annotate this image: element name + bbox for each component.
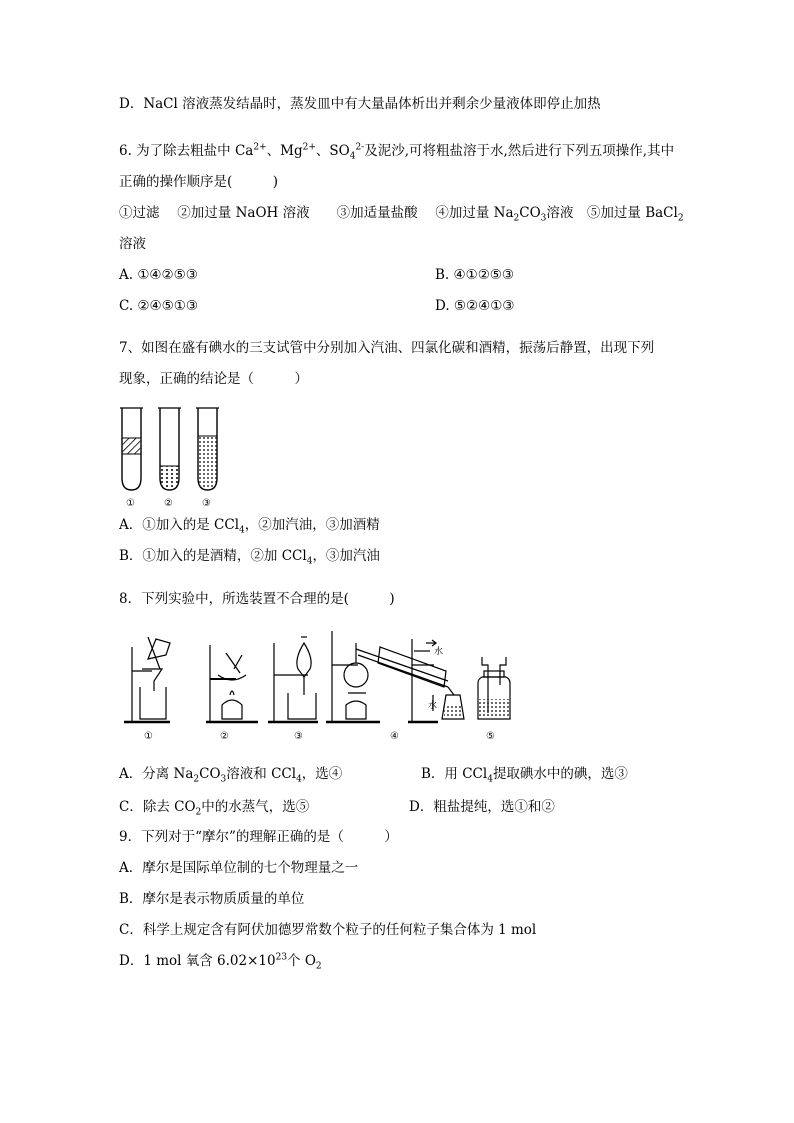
co3-subscript: 3 <box>220 774 227 785</box>
q6-option-a: A. ①④②⑤③ <box>119 267 198 283</box>
q8-option-a <box>119 764 342 784</box>
q7-option-b <box>119 546 380 566</box>
q7-option-b-text-b: ，③加汽油 <box>312 548 380 564</box>
apparatus-3-separatory-funnel <box>268 637 318 722</box>
apparatus-figure <box>118 625 528 750</box>
q9-stem: 9．下列对于“摩尔”的理解正确的是（ ） <box>119 829 398 845</box>
q6-operations <box>119 203 684 223</box>
q6-operations-line2: 溶液 <box>119 236 146 252</box>
q6-option-d: D. ⑤②④①③ <box>435 298 515 314</box>
test-tube-1 <box>120 408 143 490</box>
test-tube-3 <box>196 408 219 490</box>
ca-charge: 2+ <box>253 142 267 153</box>
q8-option-b-text-b: 提取碘水中的碘，选③ <box>492 766 628 782</box>
q6-stem <box>119 141 674 161</box>
q9-option-d <box>119 951 322 971</box>
q6-ops-text-b: CO <box>519 205 541 221</box>
apparatus-label-1: ① <box>144 731 153 742</box>
ccl4-subscript: 4 <box>296 774 302 785</box>
q9-option-d-text: D．1 mol 氧含 6.02×10 <box>119 953 276 969</box>
test-tubes-figure <box>110 400 230 512</box>
q8-option-b <box>421 764 628 784</box>
q8-option-b-text: B．用 CCl <box>421 766 488 782</box>
q8-stem: 8．下列实验中，所选装置不合理的是( ) <box>119 591 395 607</box>
receiving-flask-liquid <box>444 705 462 718</box>
q8-option-a-text-b: CO <box>199 766 221 782</box>
exponent: 23 <box>275 952 288 963</box>
q6-ops-text-c: 溶液 ⑤加过量 BaCl <box>546 205 678 221</box>
ccl4-subscript: 4 <box>306 556 313 567</box>
q8-option-a-text: A．分离 Na <box>119 766 194 782</box>
mg-charge: 2+ <box>302 142 316 153</box>
apparatus-label-5: ⑤ <box>486 731 495 742</box>
q7-option-a-text-b: ，②加汽油，③加酒精 <box>244 517 380 533</box>
q6-stem-text-d: 及泥沙,可将粗盐溶于水,然后进行下列五项操作,其中 <box>364 143 675 159</box>
q9-option-c: C．科学上规定含有阿伏加德罗常数个粒子的任何粒子集合体为 1 mol <box>119 922 537 938</box>
q6-ops-text: ①过滤 ②加过量 NaOH 溶液 ③加适量盐酸 ④加过量 Na <box>119 205 514 221</box>
q8-option-c-text-b: 中的水蒸气，选⑤ <box>201 799 310 815</box>
apparatus-1-filtration <box>124 637 170 722</box>
apparatus-4-distillation <box>326 631 464 722</box>
apparatus-label-2: ② <box>220 731 229 742</box>
na2-subscript: 2 <box>193 774 200 785</box>
q8-option-c <box>119 797 309 817</box>
q9-option-d-text-b: 个 O <box>287 953 316 969</box>
apparatus-2-evaporation <box>206 645 258 722</box>
water-out-label: 水 <box>434 647 444 657</box>
q7-stem: 7、如图在盛有碘水的三支试管中分别加入汽油、四氯化碳和酒精，振荡后静置，出现下列 <box>119 340 655 356</box>
q7-option-a <box>119 515 380 535</box>
tube-label-3: ③ <box>202 498 211 509</box>
tube-label-1: ① <box>126 498 135 509</box>
na-subscript: 2 <box>513 213 520 224</box>
q6-stem-text-b: 、Mg <box>266 143 303 159</box>
water-in-label: 水 <box>428 701 438 711</box>
ccl4-subscript: 4 <box>239 525 245 536</box>
washing-bottle-liquid <box>479 699 509 718</box>
co3-subscript: 3 <box>540 213 547 224</box>
tube-label-2: ② <box>164 498 173 509</box>
q6-option-b: B. ④①②⑤③ <box>435 267 515 283</box>
q9-option-a: A．摩尔是国际单位制的七个物理量之一 <box>119 860 359 876</box>
o2-subscript: 2 <box>315 961 322 972</box>
q6-stem-text: 6. 为了除去粗盐中 Ca <box>119 143 254 159</box>
so4-charge: 2- <box>355 142 365 153</box>
co2-subscript: 2 <box>195 807 202 818</box>
so4-subscript: 4 <box>349 151 356 162</box>
q7-option-b-text: B．①加入的是酒精，②加 CCl <box>119 548 307 564</box>
q8-option-d: D．粗盐提纯，选①和② <box>409 799 555 815</box>
q6-stem-text-c: 、SO <box>315 143 350 159</box>
q6-stem-line2: 正确的操作顺序是( ) <box>119 174 279 190</box>
q7-option-a-text: A．①加入的是 CCl <box>119 517 240 533</box>
apparatus-label-4: ④ <box>390 731 399 742</box>
bacl2-subscript: 2 <box>677 213 684 224</box>
q7-stem-line2: 现象，正确的结论是（ ） <box>119 371 308 387</box>
q8-option-a-text-d: ，选④ <box>301 766 343 782</box>
q5-option-d: D．NaCl 溶液蒸发结晶时，蒸发皿中有大量晶体析出并剩余少量液体即停止加热 <box>119 96 601 112</box>
q8-option-c-text: C．除去 CO <box>119 799 196 815</box>
ccl4-subscript: 4 <box>487 774 493 785</box>
q9-option-b: B．摩尔是表示物质质量的单位 <box>119 891 305 907</box>
q6-option-c: C. ②④⑤①③ <box>119 298 198 314</box>
q8-option-a-text-c: 溶液和 CCl <box>226 766 297 782</box>
apparatus-label-3: ③ <box>294 731 303 742</box>
test-tube-2 <box>158 408 181 490</box>
